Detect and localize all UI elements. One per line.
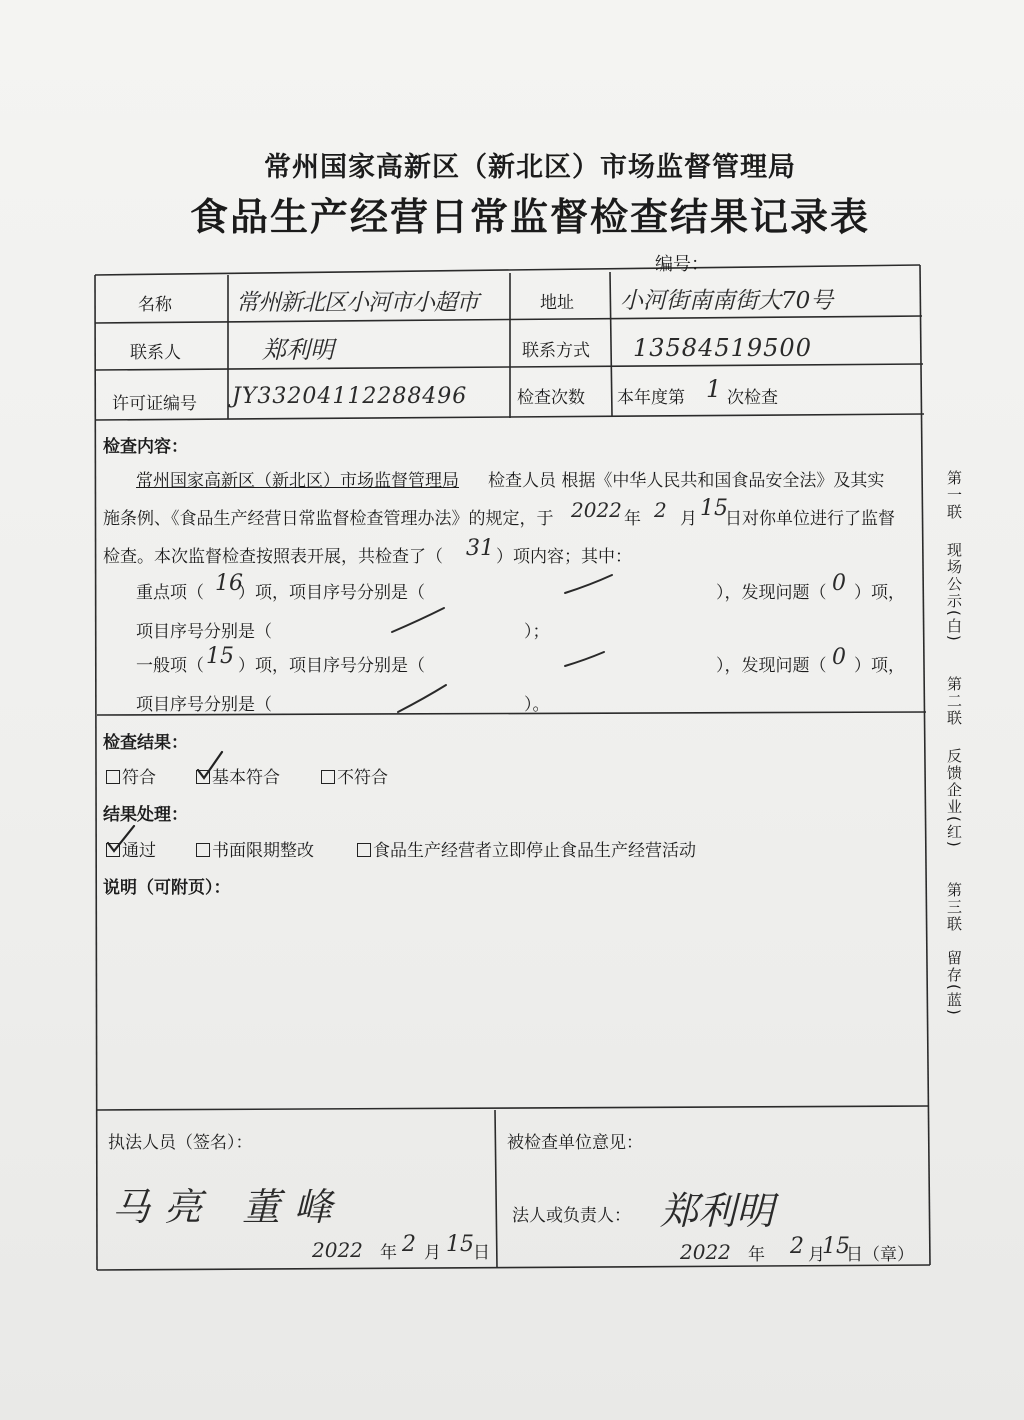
check-year: 2022 — [571, 498, 622, 522]
general-found-label: ），发现问题（ — [716, 656, 827, 676]
year-char: 年 — [624, 509, 641, 529]
copy2-number: 第二联 — [945, 676, 963, 727]
officer-year: 2022 — [312, 1238, 363, 1262]
contact-label: 联系人 — [130, 343, 181, 363]
copy3-number: 第三联 — [945, 882, 963, 933]
option-label: 通过 — [122, 841, 156, 861]
option-label: 书面限期整改 — [212, 841, 314, 861]
legal-day-char: 日（章） — [846, 1245, 914, 1265]
officer-day: 15 — [446, 1232, 474, 1257]
opinion-label: 被检查单位意见： — [507, 1133, 643, 1153]
check-mark-icon — [108, 826, 134, 851]
legal-rep-signature: 郑利明 — [660, 1189, 775, 1233]
license-value: JY33204112288496 — [232, 384, 468, 409]
contact-value: 郑利明 — [262, 336, 334, 364]
officer-month: 2 — [402, 1232, 416, 1257]
para3-rest: ）项内容；其中： — [496, 547, 632, 567]
license-label: 许可证编号 — [112, 394, 197, 414]
general-label: 一般项（ — [136, 656, 204, 676]
handling-heading: 结果处理： — [103, 805, 188, 825]
address-label: 地址 — [540, 293, 574, 313]
officer-month-char: 月 — [424, 1243, 441, 1263]
officer-day-char: 日 — [473, 1243, 490, 1263]
para2-rest: 日对你单位进行了监督 — [725, 509, 895, 529]
general-problem-seq-end: ）。 — [524, 695, 550, 715]
legal-year-char: 年 — [748, 1245, 765, 1265]
legal-month-char: 月 — [808, 1245, 825, 1265]
copy2-use: 反馈企业(红) — [945, 748, 963, 849]
option-label: 基本符合 — [212, 768, 280, 788]
para2-text: 施条例、《食品生产经营日常监督检查管理办法》的规定，于 — [103, 509, 554, 529]
option-label: 不符合 — [337, 768, 388, 788]
count-suffix: 次检查 — [727, 388, 778, 408]
legal-month: 2 — [790, 1234, 804, 1259]
key-problem-seq-end: ）； — [524, 622, 550, 642]
count-prefix: 本年度第 — [617, 388, 685, 408]
agency-title: 常州国家高新区（新北区）市场监督管理局 — [264, 152, 796, 183]
general-tail: ）项， — [854, 656, 905, 676]
note-label: 说明（可附页）： — [103, 878, 231, 898]
content-heading: 检查内容： — [103, 437, 188, 457]
phone-value: 13584519500 — [633, 334, 812, 362]
check-mark-icon — [198, 752, 222, 778]
result-heading: 检查结果： — [103, 733, 188, 753]
general-seq-label: ）项，项目序号分别是（ — [238, 656, 425, 676]
count-label: 检查次数 — [517, 388, 585, 408]
copy1-use: 现场公示(白) — [945, 542, 963, 643]
para1-rest: 检查人员 根据《中华人民共和国食品安全法》及其实 — [488, 471, 885, 491]
officer-label: 执法人员（签名）： — [108, 1133, 253, 1153]
check-day: 15 — [700, 496, 728, 521]
para3-text: 检查。本次监督检查按照表开展，共检查了（ — [103, 547, 443, 567]
name-label: 名称 — [138, 295, 172, 315]
form-title: 食品生产经营日常监督检查结果记录表 — [189, 194, 870, 239]
number-label: 编号： — [655, 254, 709, 275]
key-tail: ）项， — [854, 583, 905, 603]
check-month: 2 — [654, 498, 667, 522]
officer-year-char: 年 — [380, 1243, 397, 1263]
legal-day: 15 — [822, 1234, 850, 1259]
legal-rep-label: 法人或负责人： — [512, 1206, 631, 1226]
general-problem-seq-label: 项目序号分别是（ — [136, 695, 272, 715]
month-char: 月 — [680, 509, 697, 529]
key-count: 16 — [215, 571, 243, 596]
option-label: 符合 — [122, 768, 156, 788]
phone-label: 联系方式 — [522, 341, 590, 361]
officer-signature: 马亮 董峰 — [112, 1185, 347, 1229]
key-label: 重点项（ — [136, 583, 204, 603]
general-problems: 0 — [832, 645, 846, 670]
key-problems: 0 — [832, 571, 846, 596]
copy3-use: 留存(蓝) — [945, 950, 963, 1017]
key-seq-label: ）项，项目序号分别是（ — [238, 583, 425, 603]
option-label: 食品生产经营者立即停止食品生产经营活动 — [373, 841, 696, 861]
key-problem-seq-label: 项目序号分别是（ — [136, 622, 272, 642]
key-found-label: ），发现问题（ — [716, 583, 827, 603]
general-count: 15 — [206, 644, 234, 669]
name-value: 常州新北区小河市小超市 — [236, 290, 478, 316]
count-value: 1 — [706, 375, 722, 403]
agency-inline: 常州国家高新区（新北区）市场监督管理局 — [136, 471, 459, 491]
total-items: 31 — [466, 536, 494, 561]
address-value: 小河街南南街大70号 — [620, 288, 834, 314]
legal-year: 2022 — [680, 1240, 731, 1264]
copy1-number: 第一联 — [945, 470, 963, 521]
